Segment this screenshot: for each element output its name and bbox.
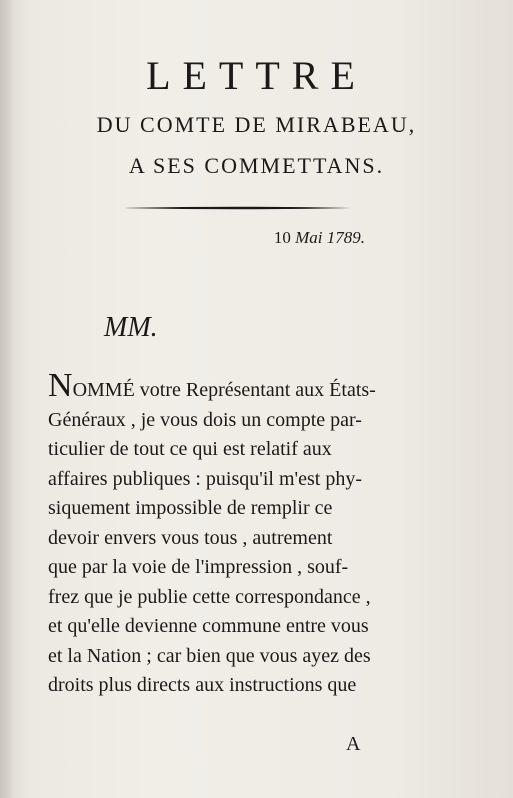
date-month: Mai — [295, 228, 323, 247]
body-line: et qu'elle devienne commune entre vous — [48, 615, 369, 637]
subtitle-line-1: DU COMTE DE MIRABEAU, — [96, 112, 417, 137]
body-line: que par la voie de l'impression , souf- — [48, 556, 349, 578]
subtitle-line-2: A SES COMMETTANS. — [128, 153, 385, 178]
body-line: et la Nation ; car bien que vous ayez des — [48, 644, 371, 667]
date-day: 10 — [273, 228, 291, 247]
signature-mark: A — [346, 733, 361, 755]
salutation: MM. — [104, 312, 158, 343]
body-line: Généraux , je vous dois un compte par- — [48, 408, 362, 431]
body-line: ticulier de tout ce qui est relatif aux — [48, 438, 332, 460]
body-line: siquement impossible de remplir ce — [48, 497, 333, 519]
letter-body — [48, 367, 438, 701]
body-line: droits plus directs aux instructions que — [48, 674, 357, 696]
page-title: LETTRE — [146, 53, 367, 98]
decorative-rule — [124, 206, 352, 210]
letter-date — [274, 228, 365, 248]
body-line: frez que je publie cette correspondance , — [48, 585, 371, 608]
body-line-1 — [48, 367, 438, 406]
body-line: devoir envers vous tous , autrement — [48, 526, 333, 549]
date-year: 1789. — [326, 228, 365, 247]
drop-initial: N — [48, 367, 73, 404]
body-line: affaires publiques : puisqu'il m'est phy- — [48, 467, 363, 490]
first-line-text: OMMÉ votre Représentant aux États- — [72, 379, 376, 401]
